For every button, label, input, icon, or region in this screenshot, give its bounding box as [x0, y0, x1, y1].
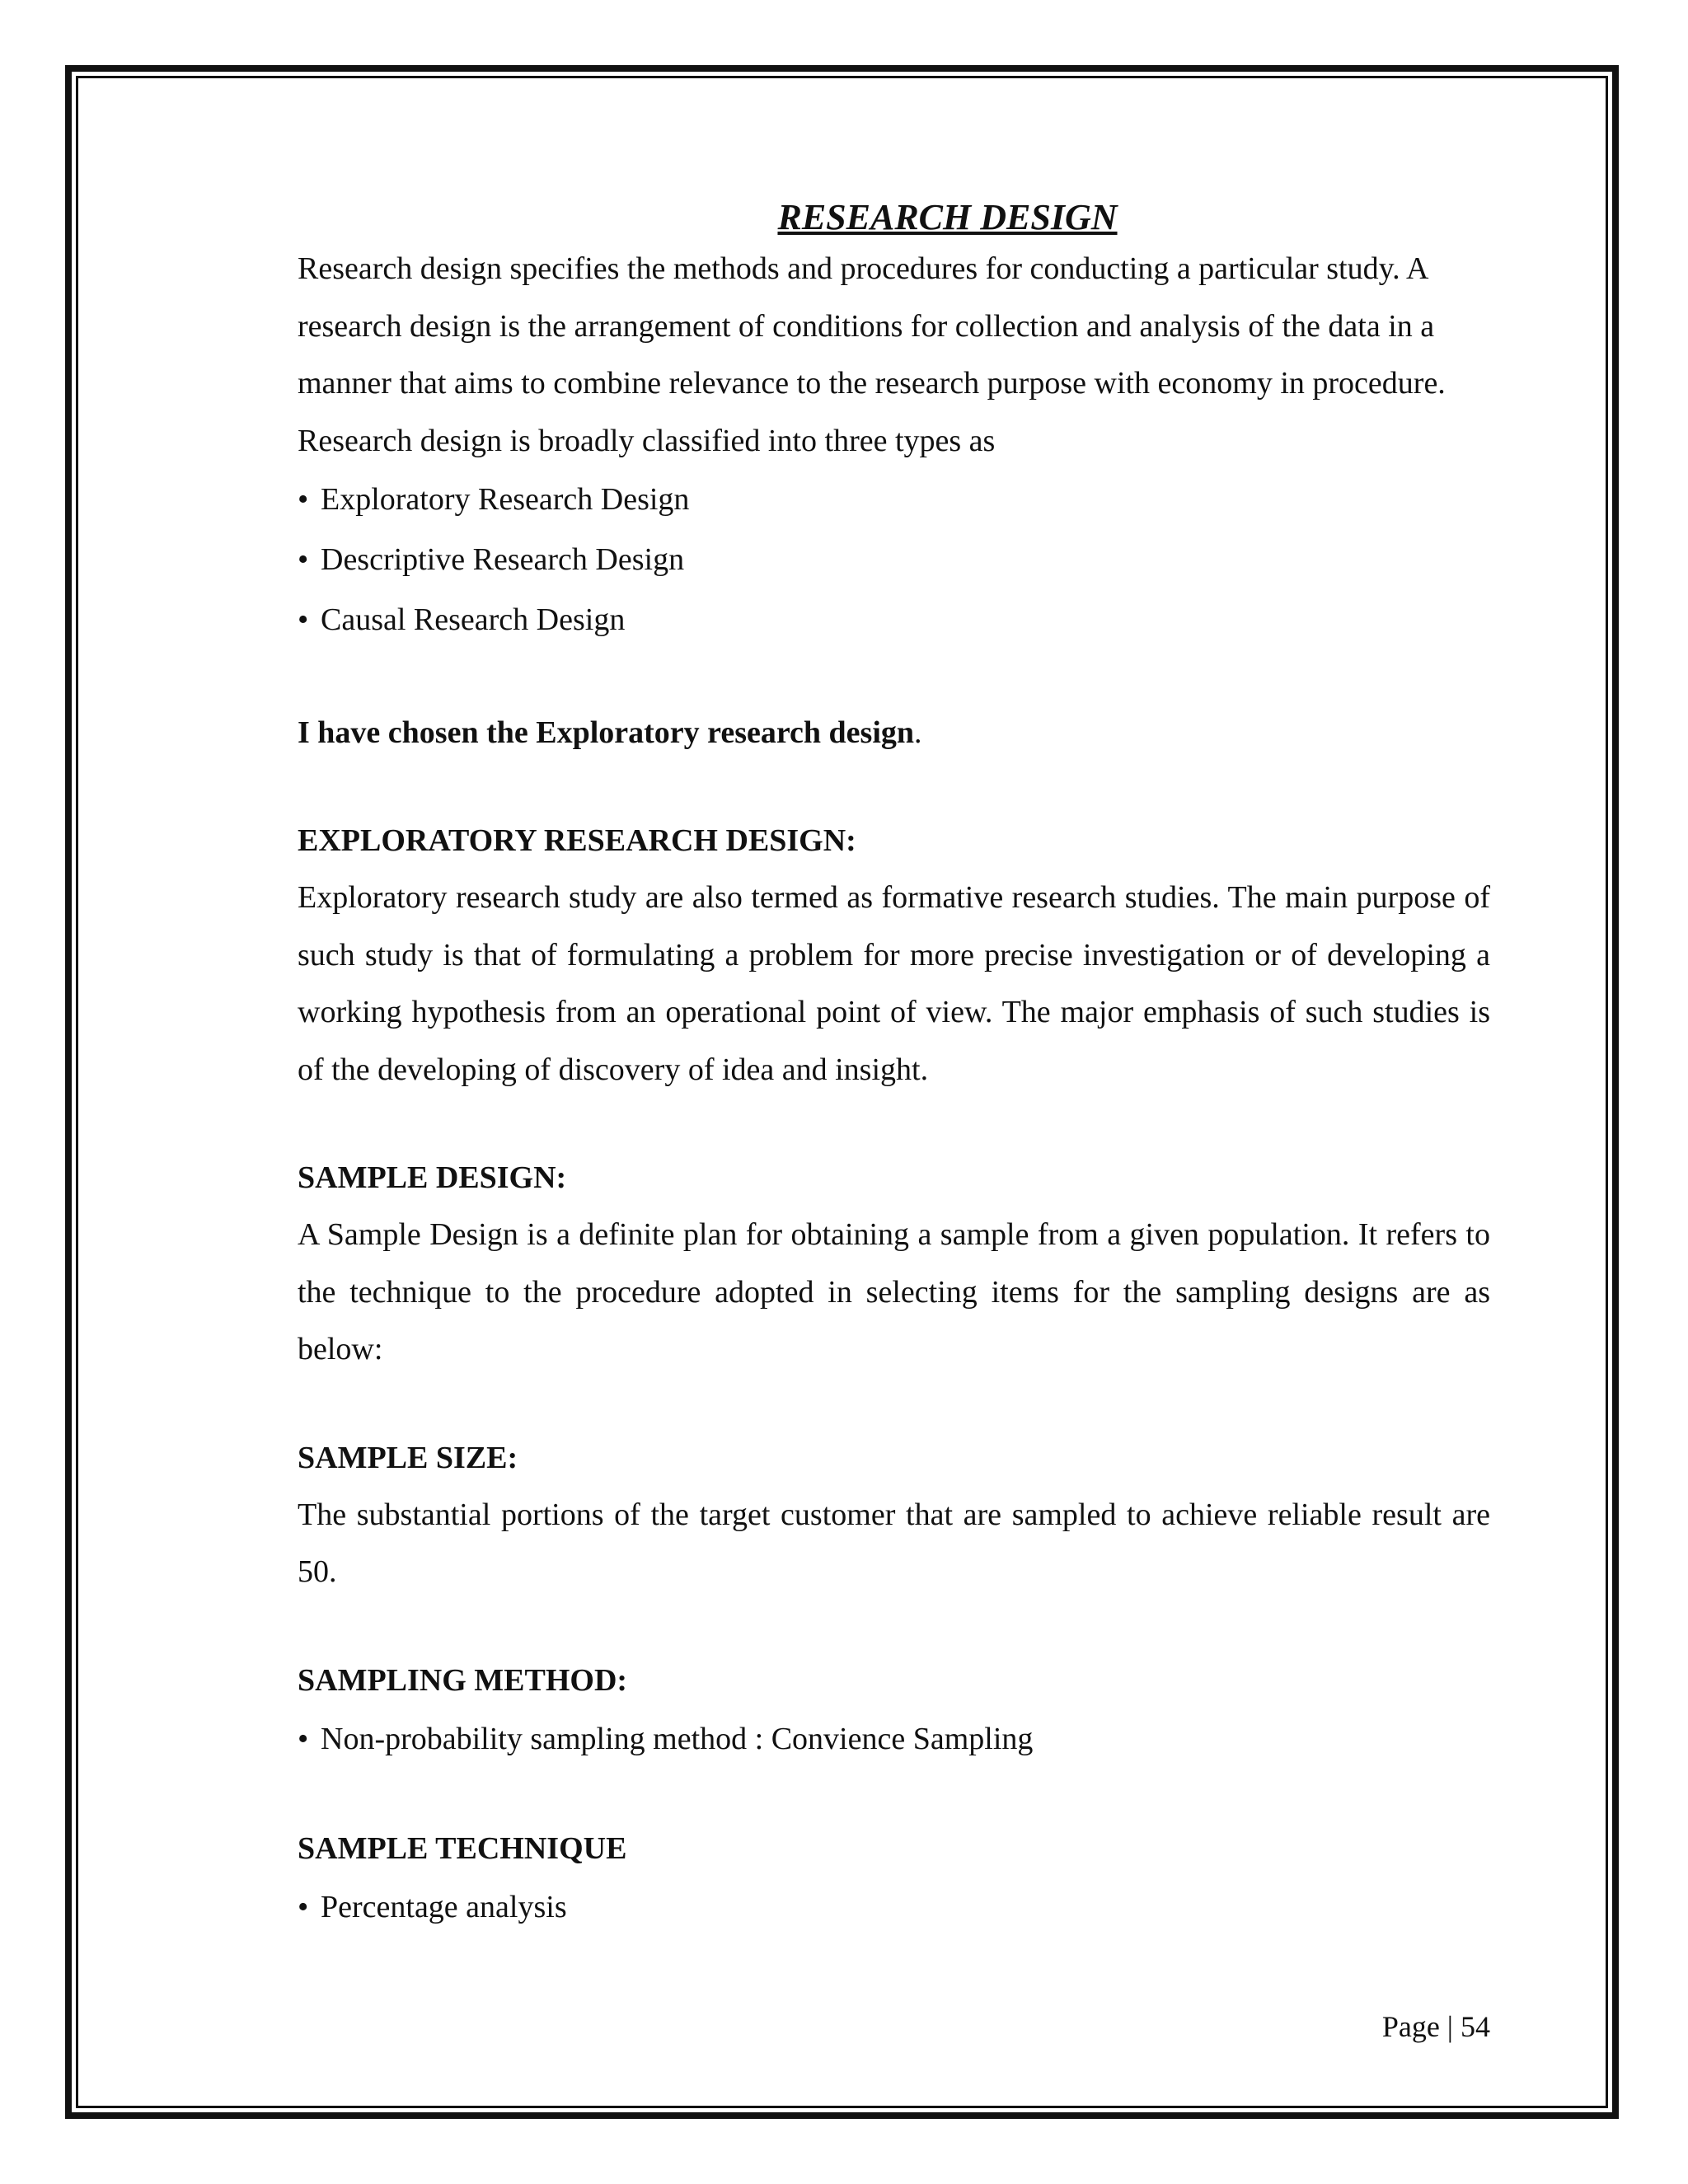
chosen-design-period: . — [914, 715, 922, 750]
document-body — [298, 194, 1490, 1938]
spacer — [298, 1379, 1490, 1430]
list-item — [298, 1709, 1490, 1769]
sample-size-paragraph: The substantial portions of the target customer that are sampled to achieve reliable result are 50. — [298, 1497, 1490, 1589]
sample-size-heading: SAMPLE SIZE: — [298, 1440, 518, 1475]
list-item — [298, 1877, 1490, 1938]
list-item-text: Exploratory Research Design — [321, 482, 690, 517]
spacer — [298, 762, 1490, 813]
page-number: Page | 54 — [1381, 2010, 1490, 2043]
list-item — [298, 470, 1490, 530]
bullet-icon: • — [298, 542, 309, 577]
exploratory-paragraph: Exploratory research study are also termed as formative research studies. The main purpose of such study is that of formulating a problem for more precise investigation or of developing a working hypothesis from an operational point of view. The major emphasis of such studies is of the developing of discovery of idea and insight. — [298, 880, 1490, 1087]
spacer — [298, 1769, 1490, 1821]
bullet-icon: • — [298, 1721, 309, 1756]
list-item-text: Descriptive Research Design — [321, 542, 685, 577]
exploratory-heading: EXPLORATORY RESEARCH DESIGN: — [298, 823, 856, 858]
spacer — [298, 1601, 1490, 1652]
list-item-text: Percentage analysis — [321, 1889, 567, 1924]
spacer — [298, 1099, 1490, 1150]
list-item-text: Non-probability sampling method : Convience Sampling — [321, 1721, 1034, 1756]
bullet-icon: • — [298, 482, 309, 517]
list-item-text: Causal Research Design — [321, 602, 626, 637]
chosen-design-text: I have chosen the Exploratory research design — [298, 715, 915, 750]
sampling-method-heading: SAMPLING METHOD: — [298, 1662, 628, 1698]
chosen-design-statement — [298, 705, 1490, 762]
list-item — [298, 590, 1490, 650]
intro-paragraph: Research design specifies the methods and procedures for conducting a particular study. A research design is the arrangement of conditions for collection and analysis of the data in a manner that aims to combine relevance to the research purpose with economy in procedure. Research design is broadly classified into three types as — [298, 251, 1446, 458]
page-title: RESEARCH DESIGN — [777, 197, 1118, 237]
spacer — [298, 650, 1490, 705]
bullet-icon: • — [298, 602, 309, 637]
bullet-icon: • — [298, 1889, 309, 1924]
list-item — [298, 530, 1490, 590]
sample-technique-heading: SAMPLE TECHNIQUE — [298, 1830, 627, 1866]
sample-design-paragraph: A Sample Design is a definite plan for obtaining a sample from a given population. It refers to the technique to the procedure adopted in selecting items for the sampling designs are as below: — [298, 1217, 1490, 1366]
sample-design-heading: SAMPLE DESIGN: — [298, 1160, 567, 1195]
